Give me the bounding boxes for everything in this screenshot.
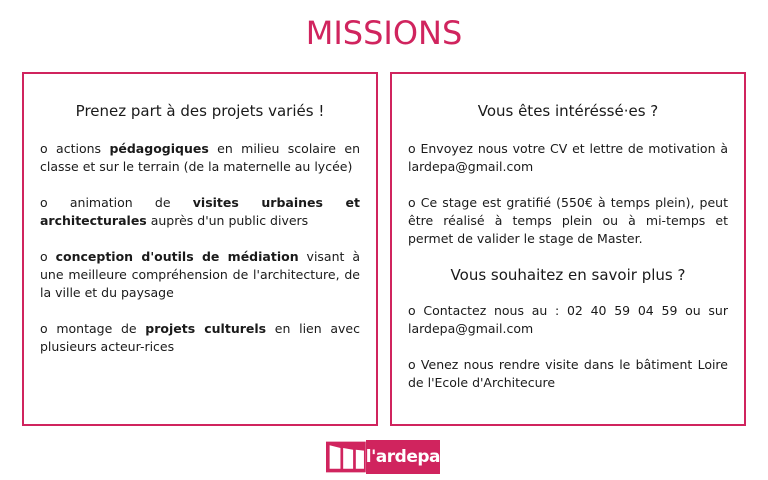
stipend-item: o Ce stage est gratifié (550€ à temps plein), peut être réalisé à temps plein ou à mi-temps et permet de valider le stage de Master. [408,195,728,246]
mission-item: o animation de visites urbaines et architecturales auprès d'un public divers [40,195,361,228]
apply-item: o Envoyez nous votre CV et lettre de motivation à lardepa@gmail.com [408,141,728,174]
interest-heading: Vous êtes intéréssé·es ? [477,102,659,120]
contact-item: o Contactez nous au : 02 40 59 04 59 ou sur lardepa@gmail.com [408,303,728,336]
mission-item: o montage de projets culturels en lien avec plusieurs acteur-rices [40,321,360,354]
logo-text: l'ardepa [366,440,440,474]
page-title: MISSIONS [305,14,463,52]
logo-mark-icon [326,440,366,474]
contact-panel [390,72,746,426]
info-heading: Vous souhaitez en savoir plus ? [450,266,686,284]
missions-heading: Prenez part à des projets variés ! [75,102,325,120]
mission-item: o conception d'outils de médiation visant à une meilleure compréhension de l'architecture, de la ville et du paysage [40,249,361,300]
lardepa-logo [326,440,440,474]
mission-item: o actions pédagogiques en milieu scolaire en classe et sur le terrain (de la maternelle au lycée) [40,141,360,174]
visit-item: o Venez nous rendre visite dans le bâtiment Loire de l'Ecole d'Architecure [408,357,728,390]
missions-panel [22,72,378,426]
